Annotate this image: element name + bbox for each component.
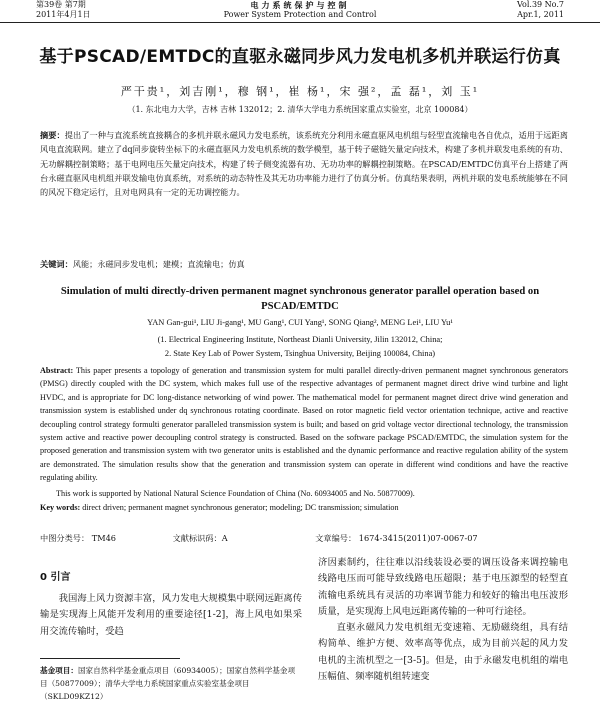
keywords-cn xyxy=(40,259,568,270)
abstract-en-text: This paper presents a topology of generation and transmission system for multi parallel directly-driven permanent magnet synchronous generators (PMSG) directly coupled with the DC system, which makes full use of the respective advantages of permanent magnet direct drive wind turbine and light HVDC, and is appropriate for DC long-distance networking of wind power. The mathematical model for permanent magnet direct drive wind generation and transmission system is established under dq synchronous rotating coordinate. Based on rotor magnetic field vector orientation technique, active and reactive decoupling control strategy formulti generator paralleled transmission system is built; and based on grid voltage vector directional technology, the transmission system active and reactive power decoupling control strategy is constructed. Based on the software package PSCAD/EMTDC, the simulation system for the proposed generation and transmission system with two generator units is established and the dynamic performance and reactive regulation ability of the system are demonstrated. The simulation results show that the generation and transmission system can operate in different wind conditions and have the reactive regulating ability. xyxy=(40,366,569,483)
abstract-cn-label: 摘要： xyxy=(40,130,65,140)
abstract-cn-text: 提出了一种与直流系统直接耦合的多机并联永磁风力发电系统，该系统充分利用永磁直驱风电机组与轻型直流输电各自优点，适用于远距离风电直流联网。建立了dq同步旋转坐标下的永磁直驱风力发电机系统的数学模型，基于转子磁链矢量定向技术，构建了多机并联发电系统的有功、无功解耦控制策略；基于电网电压矢量定向技术，构建了转子侧变流器有功、无功功率的解耦控制策略。在PSCAD/EMTDC仿真平台上搭建了两台永磁直驱风电机组并联发输电仿真系统，对系统的动态特性及其无功功率能力进行了仿真分析。仿真结果表明，两机并联的发电系统能够在不同的风况下稳定运行，且对电网具有一定的无功调控能力。 xyxy=(40,130,568,198)
affiliation-en-line2: 2. State Key Lab of Power System, Tsinghua University, Beijing 100084, China) xyxy=(164,349,436,358)
footnote-divider xyxy=(40,658,180,659)
section-heading-intro: 0 引言 xyxy=(40,572,71,583)
abstract-cn xyxy=(40,128,568,199)
left-column xyxy=(40,568,302,640)
funding-footnote xyxy=(40,664,302,703)
abstract-en-label: Abstract: xyxy=(40,366,74,375)
issue-date: 2011年4月1日 xyxy=(36,10,91,19)
affiliation-en xyxy=(0,333,600,361)
document-code: 文献标识码：A xyxy=(172,533,228,543)
issue-date-en: Apr.1, 2011 xyxy=(517,10,564,19)
paper-title-en-line1: Simulation of multi directly-driven permanent magnet synchronous generator parallel operation based on xyxy=(60,286,540,297)
keywords-en-label: Key words: xyxy=(40,503,81,512)
authors-cn: 严干贵¹，刘吉刚¹，穆 钢¹，崔 杨¹，宋 强²，孟 磊¹，刘 玉¹ xyxy=(120,85,480,98)
paper-title-en-line2: PSCAD/EMTDC xyxy=(261,301,339,312)
volume-issue: 第39卷 第7期 xyxy=(36,0,86,9)
authors-en: YAN Gan-gui¹, LIU Ji-gang¹, MU Gang¹, CUI Yang¹, SONG Qiang², MENG Lei¹, LIU Yu¹ xyxy=(147,318,453,327)
keywords-en-text: direct driven; permanent magnet synchronous generator; modeling; DC transmission; simulation xyxy=(82,503,399,512)
header-right xyxy=(517,0,564,20)
journal-name-en: Power System Protection and Control xyxy=(223,10,377,19)
footnote-text: 国家自然科学基金重点项目（60934005）；国家自然科学基金项目（50877009）；清华大学电力系统国家重点实验室基金项目（SKLD09KZ12） xyxy=(40,666,296,701)
header-center xyxy=(0,0,600,20)
right-column xyxy=(318,555,568,685)
affiliation-cn: （1. 东北电力大学，吉林 吉林 132012；2. 清华大学电力系统国家重点实验室，北京 100084） xyxy=(127,105,473,114)
volume-issue-en: Vol.39 No.7 xyxy=(517,0,564,9)
intro-paragraph-left: 我国海上风力资源丰富，风力发电大规模集中联网远距离传输是实现海上风能开发利用的重要途径[1-2]，海上风电如果采用交流传输时，受趋 xyxy=(40,593,302,637)
classification-line xyxy=(40,533,568,544)
keywords-en xyxy=(40,503,568,512)
keywords-cn-label: 关键词： xyxy=(40,259,73,269)
paper-title-en xyxy=(60,284,540,314)
running-header xyxy=(0,0,600,23)
affiliation-en-line1: (1. Electrical Engineering Institute, Northeast Dianli University, Jilin 132012, China; xyxy=(157,335,443,344)
keywords-cn-text: 风能；永磁同步发电机；建模；直流输电；仿真 xyxy=(72,259,245,269)
paper-title-cn: 基于PSCAD/EMTDC的直驱永磁同步风力发电机多机并联运行仿真 xyxy=(39,47,561,67)
article-number: 文章编号： 1674-3415(2011)07-0067-07 xyxy=(315,533,478,543)
abstract-en xyxy=(40,364,568,485)
intro-paragraph-right-1: 济因素制约，往往难以沿线装设必要的调压设备来调控输电线路电压而可能导致线路电压超限；基于电压源型的轻型直流输电系统具有灵活的功率调节能力和较好的输出电压波形质量，是实现海上风电远距离传输的一种可行途径。 xyxy=(318,557,568,617)
footnote-label: 基金项目： xyxy=(40,666,78,675)
clc-number: 中图分类号： TM46 xyxy=(40,533,116,543)
funding-note-en: This work is supported by National Natural Science Foundation of China (No. 60934005 and No. 50877009). xyxy=(56,489,415,498)
intro-paragraph-right-2: 直驱永磁风力发电机组无变速箱、无励磁绕组，具有结构简单、维护方便、效率高等优点，成为目前兴起的风力发电机的主流机型之一[3-5]。但是，由于永磁发电机组的端电压幅值、频率随机组转速变 xyxy=(318,622,568,683)
journal-name-cn: 电力系统保护与控制 xyxy=(250,0,350,10)
